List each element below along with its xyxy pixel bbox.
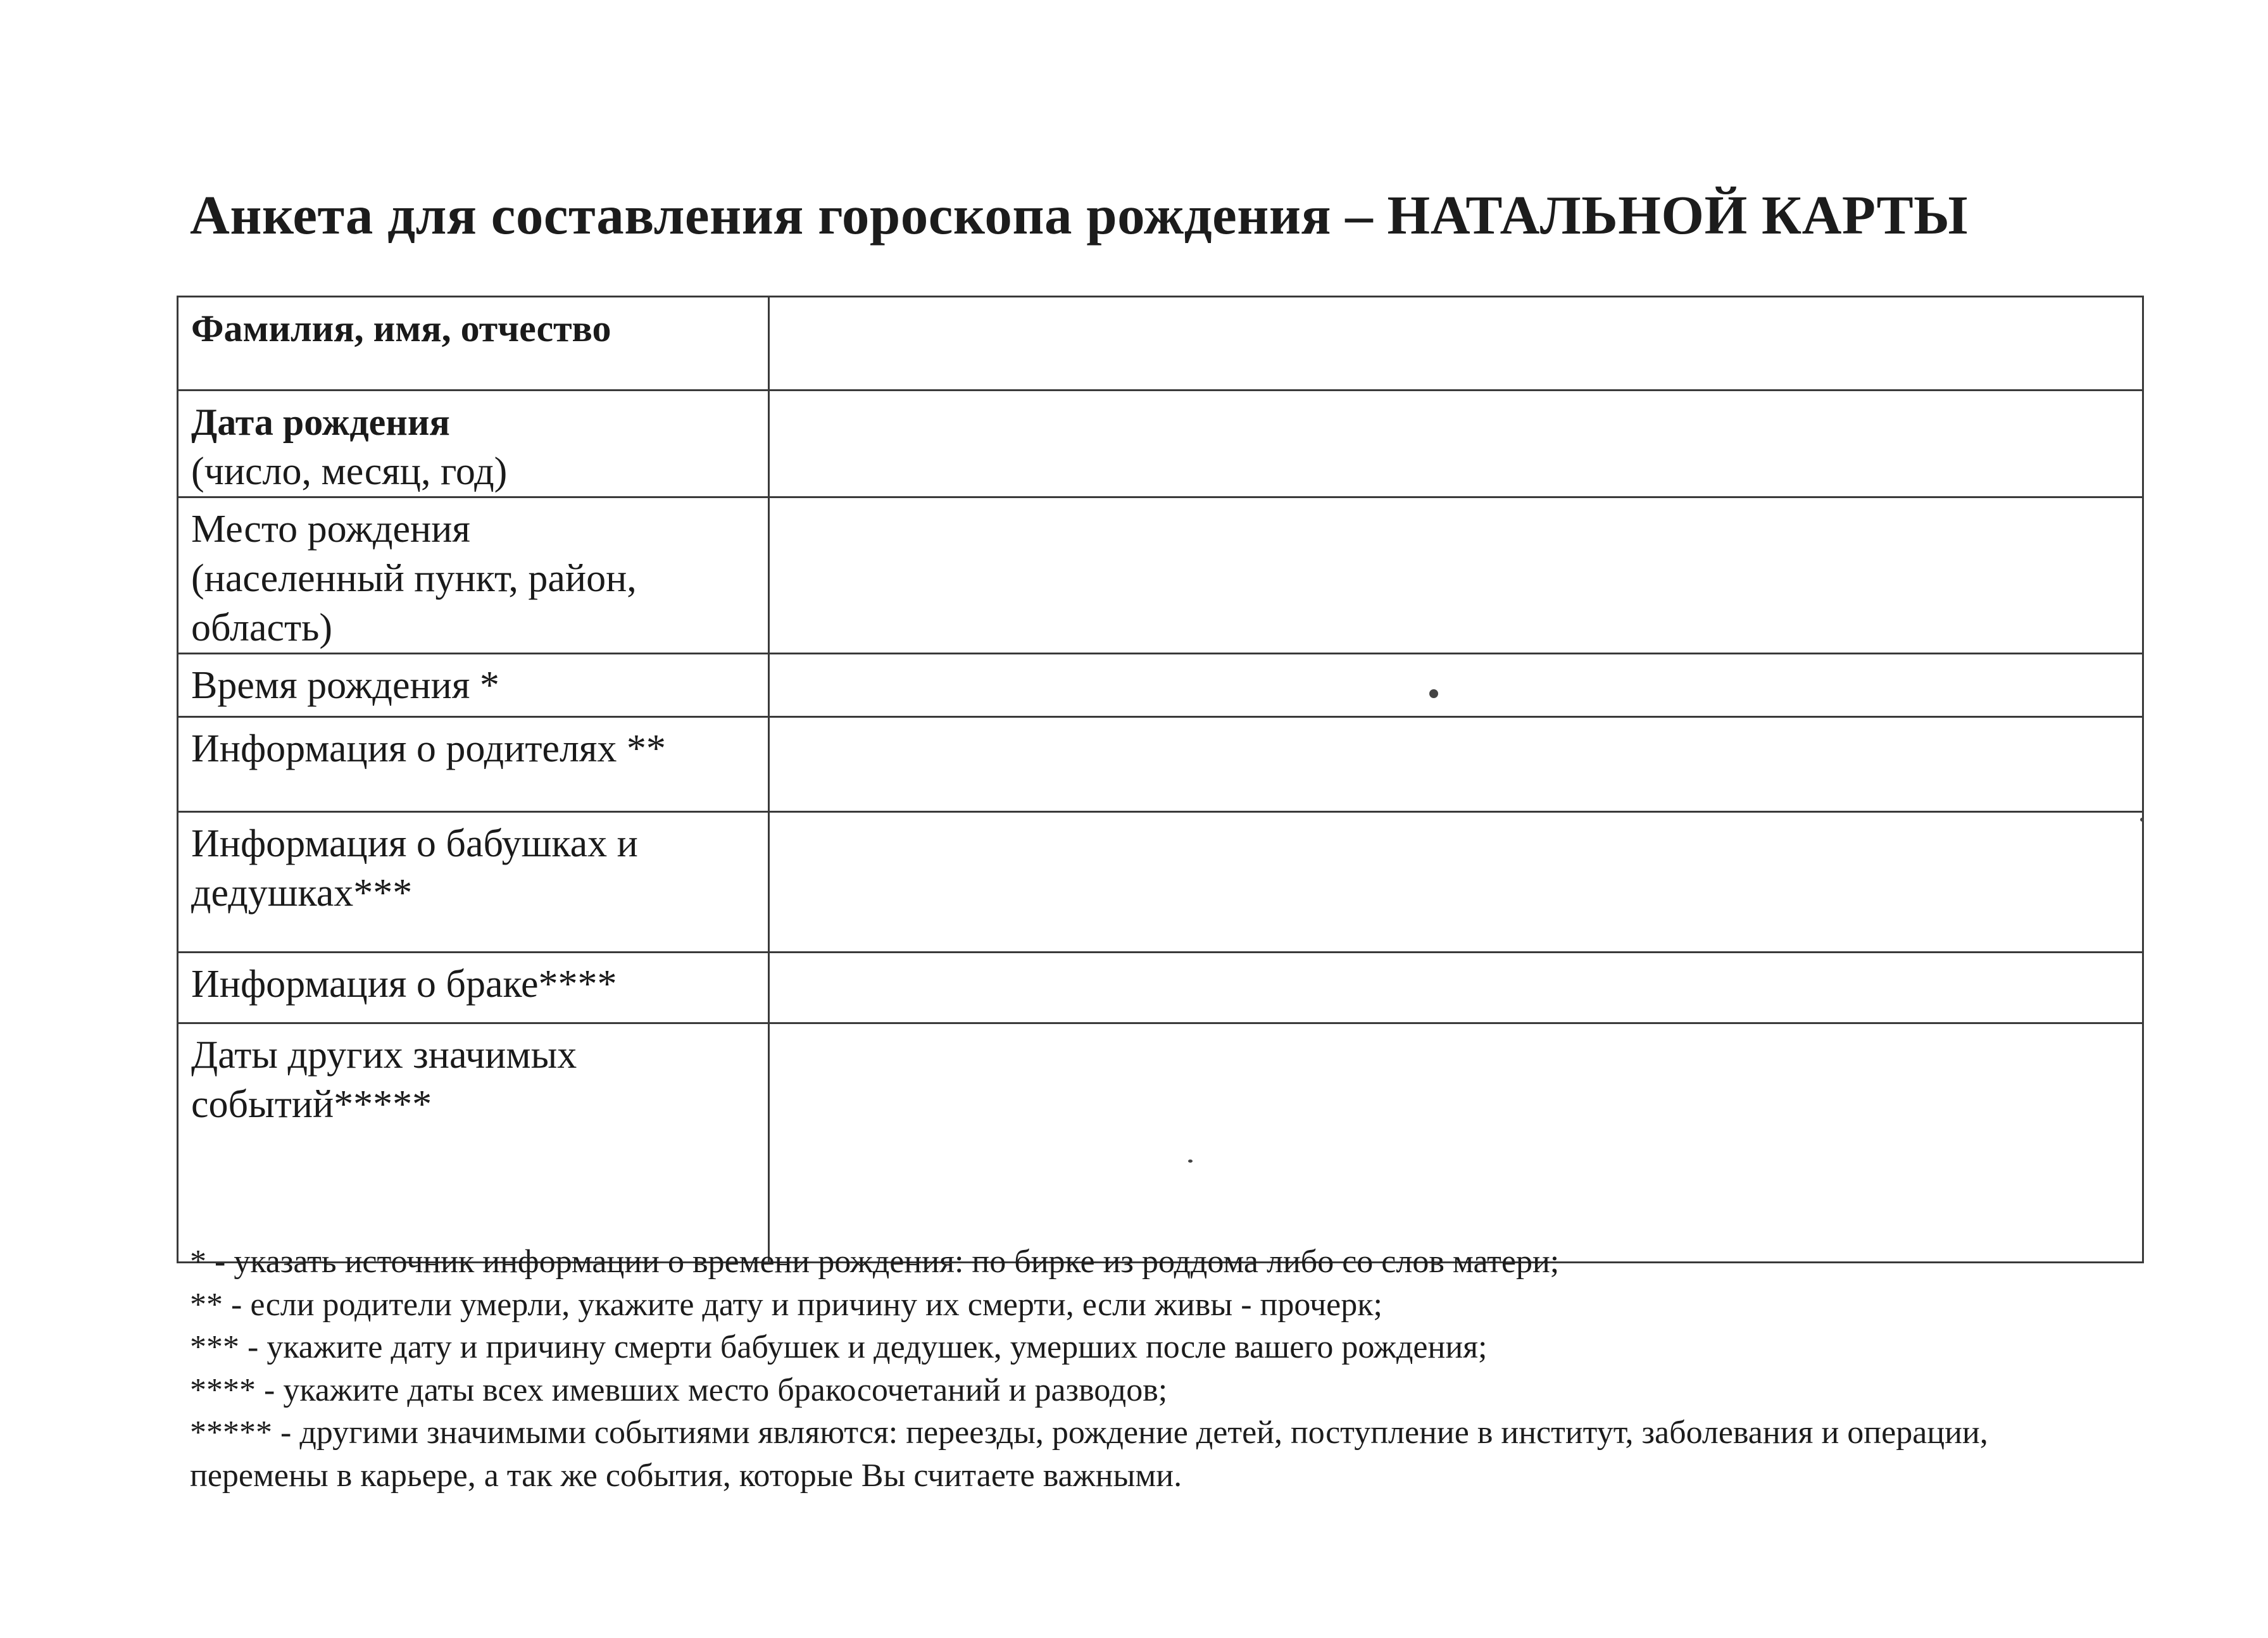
- form-row-birth-time: [178, 654, 2143, 717]
- field-hint-birth-date: (число, месяц, год): [191, 450, 508, 493]
- form-row-birth-place: [178, 497, 2143, 654]
- full-name-field[interactable]: [769, 297, 2143, 391]
- form-label-cell: [178, 953, 769, 1023]
- page-title: Анкета для составления гороскопа рождения – НАТАЛЬНОЙ КАРТЫ: [190, 184, 1969, 246]
- form-row-other-events: [178, 1023, 2143, 1263]
- birth-place-field[interactable]: [769, 497, 2143, 654]
- field-label-parents: Информация о родителях **: [191, 727, 666, 770]
- other-events-field[interactable]: [769, 1023, 2143, 1263]
- field-label-other-events: Даты других значимых событий*****: [191, 1034, 577, 1126]
- marriage-field[interactable]: [769, 953, 2143, 1023]
- footnote-birth-time: * - указать источник информации о времени рождения: по бирке из роддома либо со слов матери;: [190, 1244, 1560, 1280]
- footnote-marriage: **** - укажите даты всех имевших место бракосочетаний и разводов;: [190, 1372, 1168, 1408]
- form-label-cell: [178, 497, 769, 654]
- scan-speck: [2140, 818, 2144, 822]
- birth-date-field[interactable]: [769, 391, 2143, 497]
- form-label-cell: [178, 391, 769, 497]
- natal-chart-form: [177, 296, 2144, 1263]
- field-label-grandparents: Информация о бабушках и дедушках***: [191, 822, 638, 915]
- birth-time-field[interactable]: [769, 654, 2143, 717]
- field-label-birth-time: Время рождения *: [191, 664, 499, 707]
- footnote-parents: ** - если родители умерли, укажите дату и причину их смерти, если живы - прочерк;: [190, 1286, 1382, 1323]
- form-row-parents: [178, 717, 2143, 812]
- form-label-cell: [178, 1023, 769, 1263]
- form-row-marriage: [178, 953, 2143, 1023]
- field-label-birth-place: Место рождения: [191, 508, 470, 551]
- form-row-grandparents: [178, 812, 2143, 953]
- field-label-birth-date: Дата рождения: [191, 401, 450, 443]
- field-hint-birth-place: (населенный пункт, район, область): [191, 557, 637, 649]
- form-label-cell: [178, 297, 769, 391]
- form-label-cell: [178, 654, 769, 717]
- footnote-grandparents: *** - укажите дату и причину смерти бабушек и дедушек, умерших после вашего рождения;: [190, 1329, 1488, 1365]
- scan-speck: [1429, 689, 1438, 698]
- form-row-birth-date: [178, 391, 2143, 497]
- field-label-full-name: Фамилия, имя, отчество: [191, 308, 611, 349]
- form-label-cell: [178, 717, 769, 812]
- footnote-other-events: ***** - другими значимыми событиями являются: переезды, рождение детей, поступление в институт, заболевания и операции, перемены в карьере, а так же события, которые Вы считаете важными.: [190, 1415, 1988, 1494]
- field-label-marriage: Информация о браке****: [191, 963, 617, 1006]
- footnotes: [190, 1241, 2127, 1497]
- form-label-cell: [178, 812, 769, 953]
- form-row-full-name: [178, 297, 2143, 391]
- scan-speck: [1188, 1160, 1193, 1163]
- parents-field[interactable]: [769, 717, 2143, 812]
- grandparents-field[interactable]: [769, 812, 2143, 953]
